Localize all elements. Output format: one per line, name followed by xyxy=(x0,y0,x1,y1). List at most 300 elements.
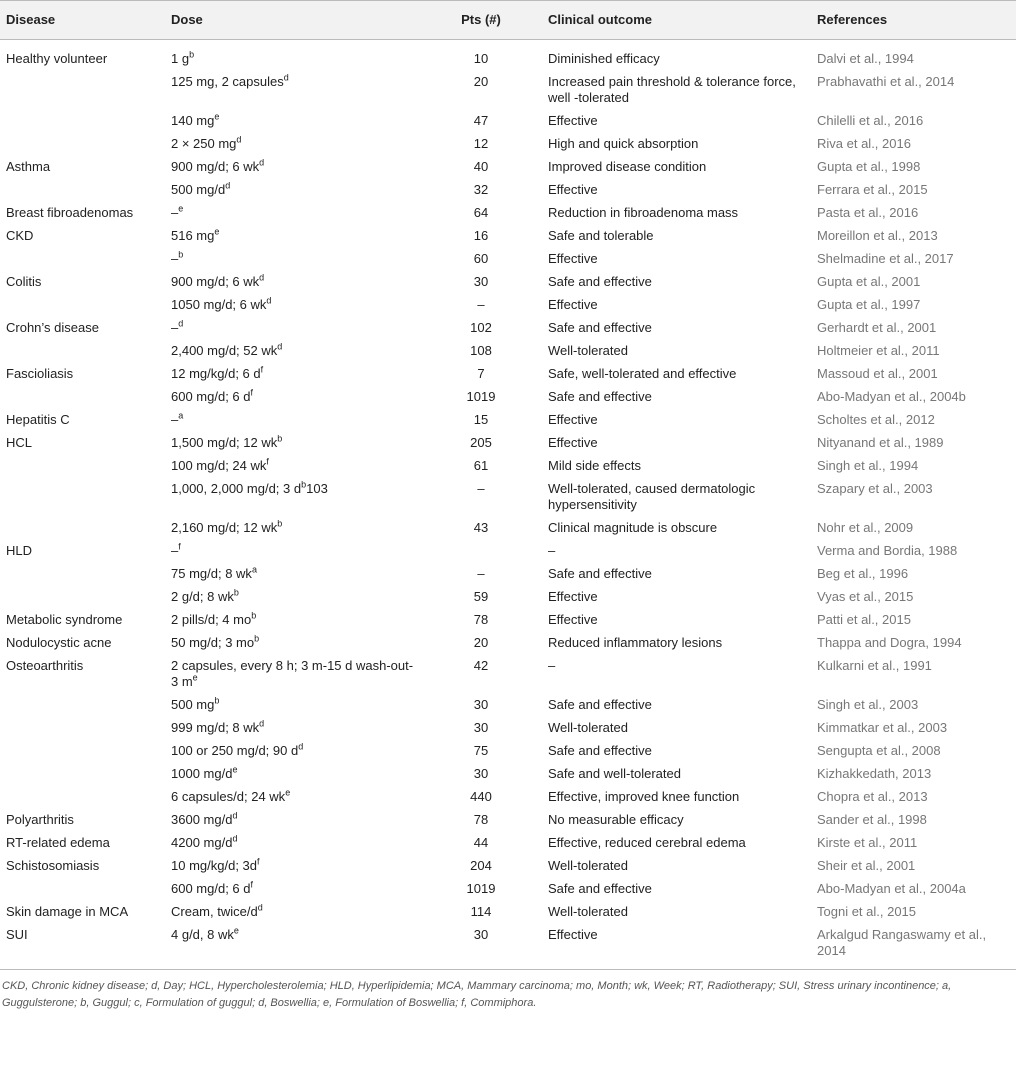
table-row xyxy=(0,133,1016,156)
dose-cell xyxy=(165,248,420,271)
reference-cell: Kirste et al., 2011 xyxy=(817,835,918,850)
dose-text: 900 mg/d; 6 wk xyxy=(171,159,260,174)
disease-cell xyxy=(0,455,165,478)
pts-cell: 44 xyxy=(473,835,489,850)
table-row xyxy=(0,156,1016,179)
outcome-cell: Effective, reduced cerebral edema xyxy=(548,835,746,850)
reference-cell: Nohr et al., 2009 xyxy=(817,520,914,535)
disease-cell xyxy=(0,517,165,540)
outcome-cell: Safe, well-tolerated and effective xyxy=(548,366,737,381)
reference-cell: Shelmadine et al., 2017 xyxy=(817,251,954,266)
reference-cell: Kulkarni et al., 1991 xyxy=(817,658,932,673)
outcome-cell: High and quick absorption xyxy=(548,136,699,151)
pts-cell: – xyxy=(477,566,485,581)
table-row xyxy=(0,478,1016,517)
dose-text: 75 mg/d; 8 wk xyxy=(171,566,252,581)
dose-footnote-marker: d xyxy=(178,318,184,329)
dose-text: 500 mg xyxy=(171,697,215,712)
dose-text: 100 mg/d; 24 wk xyxy=(171,458,267,473)
pts-cell xyxy=(420,540,542,563)
table-row xyxy=(0,901,1016,924)
pts-cell: 75 xyxy=(473,743,489,758)
reference-cell: Prabhavathi et al., 2014 xyxy=(817,74,955,89)
reference-cell: Chopra et al., 2013 xyxy=(817,789,928,804)
dose-footnote-marker: b xyxy=(251,610,257,621)
dose-cell xyxy=(165,924,420,963)
dose-text: 6 capsules/d; 24 wk xyxy=(171,789,286,804)
pts-cell: 20 xyxy=(473,74,489,89)
reference-cell: Gerhardt et al., 2001 xyxy=(817,320,937,335)
table-row xyxy=(0,110,1016,133)
reference-cell: Gupta et al., 2001 xyxy=(817,274,921,289)
disease-cell xyxy=(0,294,165,317)
dose-text: – xyxy=(171,543,179,558)
reference-cell: Kimmatkar et al., 2003 xyxy=(817,720,948,735)
reference-cell: Szapary et al., 2003 xyxy=(817,481,933,496)
dose-text: 10 mg/kg/d; 3d xyxy=(171,858,257,873)
dose-footnote-marker: f xyxy=(250,387,254,398)
dose-cell xyxy=(165,655,420,694)
disease-cell xyxy=(0,586,165,609)
disease-cell xyxy=(0,133,165,156)
outcome-cell: Effective, improved knee function xyxy=(548,789,740,804)
dose-cell xyxy=(165,740,420,763)
pts-cell: 204 xyxy=(470,858,492,873)
outcome-cell: Effective xyxy=(548,297,598,312)
pts-cell: 20 xyxy=(473,635,489,650)
reference-cell: Moreillon et al., 2013 xyxy=(817,228,938,243)
dose-cell xyxy=(165,763,420,786)
dose-footnote-marker: d xyxy=(266,295,272,306)
table-row xyxy=(0,924,1016,963)
outcome-cell: Diminished efficacy xyxy=(548,51,660,66)
dose-cell xyxy=(165,540,420,563)
outcome-cell: Effective xyxy=(548,435,598,450)
outcome-cell: Safe and effective xyxy=(548,743,652,758)
dose-footnote-marker: b xyxy=(189,49,195,60)
disease-cell: Asthma xyxy=(6,159,51,174)
table-row xyxy=(0,740,1016,763)
disease-cell xyxy=(0,340,165,363)
outcome-cell: Effective xyxy=(548,589,598,604)
table-row xyxy=(0,809,1016,832)
disease-cell xyxy=(0,694,165,717)
pts-cell: 42 xyxy=(473,658,489,673)
dose-footnote-marker: a xyxy=(251,564,257,575)
outcome-cell: Effective xyxy=(548,927,598,942)
pts-cell: 15 xyxy=(473,412,489,427)
dose-footnote-marker: e xyxy=(232,764,238,775)
outcome-cell: Safe and effective xyxy=(548,274,652,289)
outcome-cell: Well-tolerated xyxy=(548,858,628,873)
dose-text: 2 × 250 mg xyxy=(171,136,237,151)
disease-cell xyxy=(0,248,165,271)
pts-cell: 59 xyxy=(473,589,489,604)
dose-text: 1050 mg/d; 6 wk xyxy=(171,297,267,312)
pts-cell: 12 xyxy=(473,136,489,151)
header-outcome: Clinical outcome xyxy=(542,1,811,40)
dose-text: 900 mg/d; 6 wk xyxy=(171,274,260,289)
disease-cell: Crohn’s disease xyxy=(6,320,99,335)
table-row xyxy=(0,655,1016,694)
reference-cell: Riva et al., 2016 xyxy=(817,136,911,151)
dose-text: 1 g xyxy=(171,51,190,66)
dose-footnote-marker: e xyxy=(285,787,291,798)
outcome-cell: Well-tolerated, caused dermatologic hypersensitivity xyxy=(548,481,756,512)
outcome-cell: Safe and well-tolerated xyxy=(548,766,681,781)
disease-cell: Breast fibroadenomas xyxy=(6,205,134,220)
dose-footnote-marker: e xyxy=(192,672,198,683)
disease-cell: RT-related edema xyxy=(6,835,110,850)
disease-cell xyxy=(0,717,165,740)
reference-cell: Vyas et al., 2015 xyxy=(817,589,914,604)
table-row xyxy=(0,225,1016,248)
disease-cell: HLD xyxy=(6,543,33,558)
dose-text: – xyxy=(171,205,179,220)
reference-cell: Beg et al., 1996 xyxy=(817,566,909,581)
header-references: References xyxy=(811,1,1016,40)
outcome-cell: Effective xyxy=(548,182,598,197)
dose-text: Cream, twice/d xyxy=(171,904,258,919)
dose-footnote-marker: b xyxy=(233,587,239,598)
table-row xyxy=(0,878,1016,901)
disease-cell xyxy=(0,478,165,517)
table-row xyxy=(0,271,1016,294)
pts-cell: 30 xyxy=(473,720,489,735)
dose-cell xyxy=(165,855,420,878)
dose-cell xyxy=(165,563,420,586)
table-body xyxy=(0,40,1016,964)
table-row xyxy=(0,432,1016,455)
disease-cell: Osteoarthritis xyxy=(6,658,84,673)
disease-cell xyxy=(0,179,165,202)
table-footnote: CKD, Chronic kidney disease; d, Day; HCL, Hypercholesterolemia; HLD, Hyperlipidemia; MCA, Mammary carcinoma; mo, Month; wk, Week; RT, Radiotherapy; SUI, Stress urinary incontinence; a, Guggulsterone; b, Guggul; c, Formulation of guggul; d, Boswellia; e, Formulation of Boswellia; f, Commiphora. xyxy=(0,969,1016,1012)
dose-text: 1000 mg/d xyxy=(171,766,233,781)
table-header xyxy=(0,1,1016,40)
table-row xyxy=(0,763,1016,786)
reference-cell: Massoud et al., 2001 xyxy=(817,366,938,381)
table-row xyxy=(0,455,1016,478)
reference-cell: Ferrara et al., 2015 xyxy=(817,182,928,197)
disease-cell: Healthy volunteer xyxy=(6,51,108,66)
pts-cell: 30 xyxy=(473,927,489,942)
dose-footnote-marker: f xyxy=(257,856,260,867)
pts-cell: 40 xyxy=(473,159,489,174)
dose-text: 3600 mg/d xyxy=(171,812,233,827)
dose-cell xyxy=(165,455,420,478)
disease-cell: Metabolic syndrome xyxy=(6,612,123,627)
dose-cell xyxy=(165,179,420,202)
reference-cell: Gupta et al., 1998 xyxy=(817,159,921,174)
pts-cell: 102 xyxy=(470,320,492,335)
reference-cell: Chilelli et al., 2016 xyxy=(817,113,924,128)
dose-text: 999 mg/d; 8 wk xyxy=(171,720,260,735)
dose-cell xyxy=(165,901,420,924)
dose-footnote-marker: f xyxy=(266,456,269,467)
table-row xyxy=(0,717,1016,740)
pts-cell: 1019 xyxy=(466,881,496,896)
outcome-cell: Safe and tolerable xyxy=(548,228,654,243)
disease-cell: Colitis xyxy=(6,274,42,289)
dose-cell xyxy=(165,156,420,179)
outcome-cell: Effective xyxy=(548,113,598,128)
dose-footnote-marker: f xyxy=(178,541,181,552)
table-row xyxy=(0,540,1016,563)
pts-cell: 78 xyxy=(473,612,489,627)
pts-cell: 61 xyxy=(473,458,489,473)
outcome-cell: Safe and effective xyxy=(548,697,652,712)
pts-cell: – xyxy=(477,297,485,312)
disease-cell: SUI xyxy=(6,927,28,942)
pts-cell: 32 xyxy=(473,182,489,197)
dose-cell xyxy=(165,110,420,133)
dose-footnote-marker: d xyxy=(236,134,242,145)
outcome-cell: Clinical magnitude is obscure xyxy=(548,520,718,535)
outcome-cell: Safe and effective xyxy=(548,881,652,896)
pts-cell: 47 xyxy=(473,113,489,128)
dose-footnote-marker: b xyxy=(277,518,283,529)
reference-cell: Holtmeier et al., 2011 xyxy=(817,343,940,358)
dose-footnote-marker: d xyxy=(232,810,238,821)
dose-suffix: 103 xyxy=(306,481,328,496)
table-row xyxy=(0,563,1016,586)
reference-cell: Verma and Bordia, 1988 xyxy=(817,543,958,558)
disease-cell: Nodulocystic acne xyxy=(6,635,112,650)
dose-text: 2 g/d; 8 wk xyxy=(171,589,234,604)
dose-cell xyxy=(165,363,420,386)
dose-footnote-marker: d xyxy=(232,833,238,844)
disease-cell: CKD xyxy=(6,228,34,243)
reference-cell: Kizhakkedath, 2013 xyxy=(817,766,932,781)
outcome-cell: Increased pain threshold & tolerance force, well -tolerated xyxy=(548,74,796,105)
dose-text: – xyxy=(171,320,179,335)
table-row xyxy=(0,609,1016,632)
dose-text: 4200 mg/d xyxy=(171,835,233,850)
dose-footnote-marker: e xyxy=(214,226,220,237)
outcome-cell: Well-tolerated xyxy=(548,904,628,919)
outcome-cell: Effective xyxy=(548,251,598,266)
outcome-cell: Well-tolerated xyxy=(548,720,628,735)
dose-cell xyxy=(165,609,420,632)
disease-cell xyxy=(0,110,165,133)
outcome-cell: Effective xyxy=(548,412,598,427)
reference-cell: Singh et al., 2003 xyxy=(817,697,919,712)
dose-cell xyxy=(165,409,420,432)
table-row xyxy=(0,386,1016,409)
outcome-cell: Safe and effective xyxy=(548,566,652,581)
dose-cell xyxy=(165,517,420,540)
dose-cell xyxy=(165,786,420,809)
table-row xyxy=(0,855,1016,878)
table-row xyxy=(0,632,1016,655)
outcome-cell: Effective xyxy=(548,612,598,627)
dose-footnote-marker: d xyxy=(225,180,231,191)
dose-text: 2 capsules, every 8 h; 3 m-15 d wash-out-3 m xyxy=(171,658,414,689)
dose-cell xyxy=(165,878,420,901)
table-row xyxy=(0,832,1016,855)
dose-cell xyxy=(165,71,420,110)
dose-footnote-marker: d xyxy=(259,272,265,283)
disease-cell xyxy=(0,563,165,586)
reference-cell: Sheir et al., 2001 xyxy=(817,858,916,873)
dose-cell xyxy=(165,809,420,832)
dose-cell xyxy=(165,225,420,248)
pts-cell: 7 xyxy=(477,366,485,381)
dose-text: 50 mg/d; 3 mo xyxy=(171,635,255,650)
reference-cell: Gupta et al., 1997 xyxy=(817,297,921,312)
outcome-cell: No measurable efficacy xyxy=(548,812,684,827)
pts-cell: 108 xyxy=(470,343,492,358)
dose-text: 600 mg/d; 6 d xyxy=(171,881,251,896)
pts-cell: 78 xyxy=(473,812,489,827)
disease-cell: Polyarthritis xyxy=(6,812,74,827)
dose-footnote-marker: b xyxy=(254,633,260,644)
reference-cell: Arkalgud Rangaswamy et al., 2014 xyxy=(817,927,987,958)
outcome-cell: – xyxy=(548,658,556,673)
dose-text: 140 mg xyxy=(171,113,215,128)
disease-cell xyxy=(0,386,165,409)
reference-cell: Abo-Madyan et al., 2004b xyxy=(817,389,966,404)
dose-cell xyxy=(165,478,420,517)
pts-cell: 60 xyxy=(473,251,489,266)
dose-footnote-marker: f xyxy=(260,364,264,375)
reference-cell: Nityanand et al., 1989 xyxy=(817,435,944,450)
disease-cell xyxy=(0,763,165,786)
table-row xyxy=(0,71,1016,110)
dose-cell xyxy=(165,271,420,294)
header-disease: Disease xyxy=(0,1,165,40)
dose-cell xyxy=(165,586,420,609)
reference-cell: Sengupta et al., 2008 xyxy=(817,743,941,758)
reference-cell: Sander et al., 1998 xyxy=(817,812,927,827)
table-row xyxy=(0,179,1016,202)
dose-footnote-marker: d xyxy=(257,902,263,913)
reference-cell: Thappa and Dogra, 1994 xyxy=(817,635,962,650)
dose-text: 125 mg, 2 capsules xyxy=(171,74,284,89)
dose-footnote-marker: e xyxy=(233,925,239,936)
pts-cell: 43 xyxy=(473,520,489,535)
outcome-cell: Mild side effects xyxy=(548,458,641,473)
dose-footnote-marker: b xyxy=(277,433,283,444)
dose-footnote-marker: d xyxy=(298,741,304,752)
dose-cell xyxy=(165,717,420,740)
dose-cell xyxy=(165,632,420,655)
table-row xyxy=(0,586,1016,609)
pts-cell: 10 xyxy=(473,51,489,66)
disease-cell xyxy=(0,71,165,110)
reference-cell: Patti et al., 2015 xyxy=(817,612,911,627)
table-row xyxy=(0,294,1016,317)
dose-text: 100 or 250 mg/d; 90 d xyxy=(171,743,299,758)
dose-cell xyxy=(165,832,420,855)
pts-cell: 30 xyxy=(473,274,489,289)
outcome-cell: – xyxy=(548,543,556,558)
disease-cell xyxy=(0,740,165,763)
table-row xyxy=(0,202,1016,225)
table-row xyxy=(0,694,1016,717)
disease-cell: Schistosomiasis xyxy=(6,858,100,873)
table-row xyxy=(0,317,1016,340)
outcome-cell: Safe and effective xyxy=(548,389,652,404)
reference-cell: Scholtes et al., 2012 xyxy=(817,412,935,427)
dose-cell xyxy=(165,202,420,225)
disease-cell xyxy=(0,786,165,809)
dose-cell xyxy=(165,340,420,363)
dose-footnote-marker: e xyxy=(178,203,184,214)
dose-text: 4 g/d, 8 wk xyxy=(171,927,234,942)
dose-footnote-marker: b xyxy=(214,695,220,706)
dose-footnote-marker: d xyxy=(283,72,289,83)
dose-text: 516 mg xyxy=(171,228,215,243)
dose-footnote-marker: b xyxy=(178,249,184,260)
dose-cell xyxy=(165,386,420,409)
reference-cell: Pasta et al., 2016 xyxy=(817,205,919,220)
outcome-cell: Reduction in fibroadenoma mass xyxy=(548,205,739,220)
header-pts: Pts (#) xyxy=(420,1,542,40)
pts-cell: 30 xyxy=(473,697,489,712)
table-row xyxy=(0,40,1016,72)
reference-cell: Singh et al., 1994 xyxy=(817,458,919,473)
table-row xyxy=(0,786,1016,809)
pts-cell: 114 xyxy=(470,904,492,919)
table-row xyxy=(0,340,1016,363)
dose-footnote-marker: d xyxy=(259,157,265,168)
pts-cell: 205 xyxy=(470,435,492,450)
dose-footnote-marker: e xyxy=(214,111,220,122)
table-row xyxy=(0,409,1016,432)
reference-cell: Dalvi et al., 1994 xyxy=(817,51,914,66)
dose-text: – xyxy=(171,251,179,266)
dose-footnote-marker: d xyxy=(277,341,283,352)
outcome-cell: Reduced inflammatory lesions xyxy=(548,635,723,650)
dose-cell xyxy=(165,694,420,717)
disease-cell: Skin damage in MCA xyxy=(6,904,129,919)
outcome-cell: Safe and effective xyxy=(548,320,652,335)
header-row xyxy=(0,1,1016,40)
disease-cell: Hepatitis C xyxy=(6,412,70,427)
dose-cell xyxy=(165,317,420,340)
pts-cell: 1019 xyxy=(466,389,496,404)
dose-footnote-marker: a xyxy=(178,410,184,421)
dose-text: – xyxy=(171,412,179,427)
dose-footnote-marker: b xyxy=(301,479,307,490)
reference-cell: Abo-Madyan et al., 2004a xyxy=(817,881,966,896)
dose-text: 2,160 mg/d; 12 wk xyxy=(171,520,278,535)
pts-cell: 16 xyxy=(473,228,489,243)
dose-footnote-marker: f xyxy=(250,879,254,890)
pts-cell: 440 xyxy=(470,789,492,804)
reference-cell: Togni et al., 2015 xyxy=(817,904,917,919)
table-row xyxy=(0,363,1016,386)
outcome-cell: Improved disease condition xyxy=(548,159,707,174)
disease-cell xyxy=(0,878,165,901)
dose-cell xyxy=(165,40,420,72)
pts-cell: 64 xyxy=(473,205,489,220)
dose-text: 600 mg/d; 6 d xyxy=(171,389,251,404)
dose-text: 12 mg/kg/d; 6 d xyxy=(171,366,261,381)
dose-cell xyxy=(165,133,420,156)
header-dose: Dose xyxy=(165,1,420,40)
outcome-cell: Well-tolerated xyxy=(548,343,628,358)
table-row xyxy=(0,517,1016,540)
pts-cell: 30 xyxy=(473,766,489,781)
dose-text: 1,000, 2,000 mg/d; 3 d xyxy=(171,481,302,496)
dose-text: 2 pills/d; 4 mo xyxy=(171,612,252,627)
table-row xyxy=(0,248,1016,271)
dose-text: 2,400 mg/d; 52 wk xyxy=(171,343,278,358)
dose-footnote-marker: d xyxy=(259,718,265,729)
dose-cell xyxy=(165,432,420,455)
